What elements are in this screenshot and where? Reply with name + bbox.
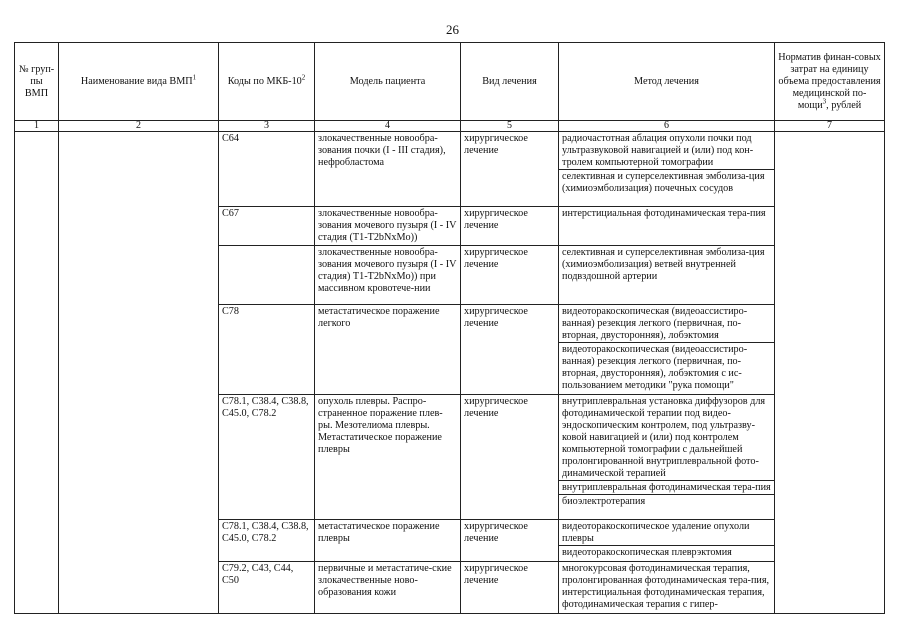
group-number-cell [15, 520, 59, 562]
table-row [15, 305, 885, 395]
treatment-method-item: видеоторакоскопическая (видеоассистиро-ванная) резекция легкого (первичная, по-вторная, двусторонняя), лобэктомия [562, 306, 748, 341]
treatment-method-cell [559, 562, 775, 614]
table-body [15, 132, 885, 614]
treatment-method-cell [559, 395, 775, 520]
vmp-name-cell [59, 395, 219, 520]
table-row [15, 562, 885, 614]
cost-standard-cell [775, 562, 885, 614]
cost-standard-cell [775, 246, 885, 305]
icd-code-cell: C79.2, C43, C44, C50 [219, 562, 315, 614]
table-row [15, 132, 885, 207]
cost-standard-cell [775, 305, 885, 395]
cost-standard-cell [775, 395, 885, 520]
header-treatment-type: Вид лечения [461, 43, 559, 121]
group-number-cell [15, 246, 59, 305]
patient-model-cell: злокачественные новообра-зования мочевого пузыря (I - IV стадия (T1-T2bNxMo)) [315, 207, 461, 246]
header-treatment-method: Метод лечения [559, 43, 775, 121]
header-vmp-name: Наименование вида ВМП$^1$ [59, 43, 219, 121]
vmp-name-cell [59, 132, 219, 207]
icd-code-cell: C67 [219, 207, 315, 246]
treatment-method-item: видеоторакоскопическое удаление опухоли плевры [562, 521, 750, 544]
cost-standard-cell [775, 520, 885, 562]
vmp-name-cell [59, 520, 219, 562]
treatment-method-item: интерстициальная фотодинамическая тера-пия [562, 208, 766, 219]
treatment-type-cell: хирургическое лечение [461, 562, 559, 614]
column-number: 1 [15, 121, 59, 132]
column-number: 7 [775, 121, 885, 132]
header-cost-standard: Норматив финан-совых затрат на единицу объема предоставления медицинской по-мощи$^3$, рублей [775, 43, 885, 121]
header-group-number: № груп-пы ВМП [15, 43, 59, 121]
icd-code-cell [219, 246, 315, 305]
column-number: 5 [461, 121, 559, 132]
patient-model-cell: метастатическое поражение плевры [315, 520, 461, 562]
treatment-type-cell: хирургическое лечение [461, 207, 559, 246]
vmp-table [14, 42, 885, 614]
cost-standard-cell [775, 132, 885, 207]
treatment-method-item: внутриплевральная фотодинамическая тера-пия [559, 480, 774, 495]
treatment-type-cell: хирургическое лечение [461, 246, 559, 305]
column-number: 6 [559, 121, 775, 132]
treatment-type-cell: хирургическое лечение [461, 132, 559, 207]
page-number: 26 [446, 22, 459, 37]
treatment-method-item: видеоторакоскопическая (видеоассистиро-ванная) резекция легкого (первичная, по-вторная, двусторонняя), лобэктомия с ис-пользованием методики "рука помощи" [559, 342, 774, 393]
header-row [15, 43, 885, 121]
patient-model-cell: метастатическое поражение легкого [315, 305, 461, 395]
group-number-cell [15, 207, 59, 246]
patient-model-cell: злокачественные новообра-зования мочевого пузыря (I - IV стадия) T1-T2bNxMo)) при массивном кровотече-нии [315, 246, 461, 305]
treatment-method-cell [559, 246, 775, 305]
vmp-name-cell [59, 562, 219, 614]
treatment-method-item: биоэлектротерапия [559, 494, 774, 509]
group-number-cell [15, 132, 59, 207]
table-row [15, 246, 885, 305]
table-row [15, 207, 885, 246]
treatment-method-item: видеоторакоскопическая плеврэктомия [559, 545, 774, 560]
icd-code-cell: C78 [219, 305, 315, 395]
treatment-type-cell: хирургическое лечение [461, 305, 559, 395]
group-number-cell [15, 305, 59, 395]
group-number-cell [15, 562, 59, 614]
group-number-cell [15, 395, 59, 520]
header-patient-model: Модель пациента [315, 43, 461, 121]
icd-code-cell: C78.1, C38.4, C38.8, C45.0, C78.2 [219, 520, 315, 562]
vmp-name-cell [59, 305, 219, 395]
cost-standard-cell [775, 207, 885, 246]
patient-model-cell: опухоль плевры. Распро-страненное поражение плев-ры. Мезотелиома плевры. Метастатическое поражение плевры [315, 395, 461, 520]
treatment-method-item: радиочастотная аблация опухоли почки под ультразвуковой навигацией и (или) под кон-тролем компьютерной томографии [562, 133, 754, 168]
vmp-name-cell [59, 246, 219, 305]
table-row [15, 520, 885, 562]
column-number: 4 [315, 121, 461, 132]
header-icd-codes: Коды по МКБ-$10^2$ [219, 43, 315, 121]
treatment-method-cell [559, 520, 775, 562]
treatment-method-cell [559, 305, 775, 395]
treatment-method-cell [559, 207, 775, 246]
patient-model-cell: злокачественные новообра-зования почки (I - III стадия), нефробластома [315, 132, 461, 207]
treatment-method-item: селективная и суперселективная эмболиза-ция (химиоэмболизация) ветвей внутренней подвздошной артерии [562, 247, 765, 282]
column-number-row [15, 121, 885, 132]
column-number: 3 [219, 121, 315, 132]
treatment-type-cell: хирургическое лечение [461, 395, 559, 520]
treatment-method-cell [559, 132, 775, 207]
patient-model-cell: первичные и метастатиче-ские злокачественные ново-образования кожи [315, 562, 461, 614]
treatment-type-cell: хирургическое лечение [461, 520, 559, 562]
treatment-method-item: селективная и суперселективная эмболиза-ция (химиоэмболизация) почечных сосудов [559, 169, 774, 196]
table-row [15, 395, 885, 520]
icd-code-cell: C78.1, C38.4, C38.8, C45.0, C78.2 [219, 395, 315, 520]
treatment-method-item: многокурсовая фотодинамическая терапия, пролонгированная фотодинамическая тера-пия, интерстициальная фотодинамическая терапия, фотодинамическая терапия с гипер- [562, 563, 770, 610]
icd-code-cell: C64 [219, 132, 315, 207]
treatment-method-item: внутриплевральная установка диффузоров для фотодинамической терапии под видео-эндоскопическим контролем, под ультразву-ковой навигацией и (или) под контролем компьютерной томографии с дальнейшей пролонгированной внутриплевральной фото-динамической терапией [562, 396, 766, 479]
column-number: 2 [59, 121, 219, 132]
vmp-name-cell [59, 207, 219, 246]
